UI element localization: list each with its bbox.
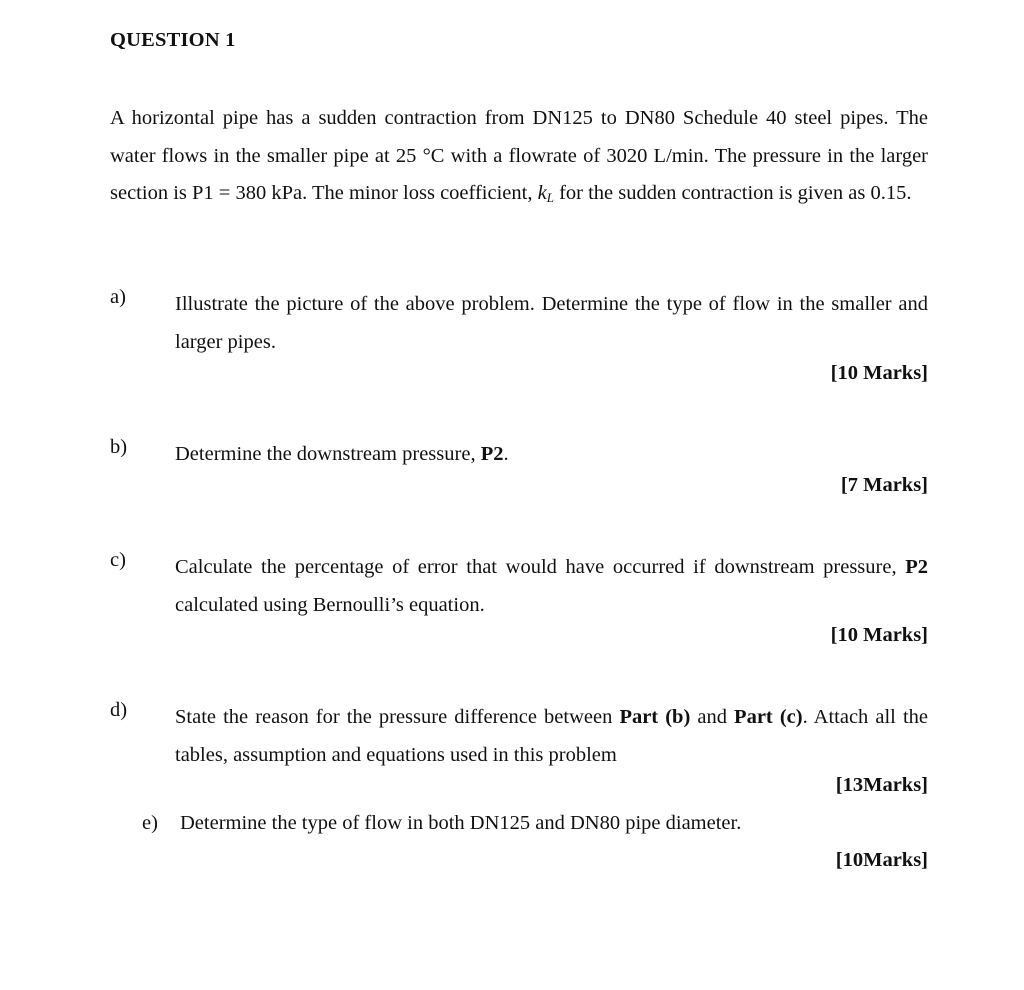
question-d-text: State the reason for the pressure difference between Part (b) and Part (c). Attach all the tables, assumption and equations used in this problem	[175, 706, 928, 766]
question-e-label: e)	[142, 812, 158, 834]
question-d-label: d)	[110, 699, 128, 721]
loss-coefficient-symbol: $k_L$	[537, 182, 554, 205]
question-a-text: Illustrate the picture of the above problem. Determine the type of flow in the smaller and larger pipes.	[175, 293, 928, 353]
question-a-marks: [10 Marks]	[830, 362, 928, 384]
question-c-marks: [10 Marks]	[830, 624, 928, 646]
page-title: QUESTION 1	[110, 29, 236, 51]
question-d-marks: [13Marks]	[835, 774, 928, 796]
question-e-text: Determine the type of flow in both DN125 and DN80 pipe diameter.	[180, 812, 742, 834]
question-b-label: b)	[110, 436, 128, 458]
question-b-text: Determine the downstream pressure, P2.	[175, 443, 509, 465]
problem-text-part2: for the sudden contraction is given as 0.15.	[553, 182, 912, 204]
problem-statement	[110, 100, 928, 217]
question-e-marks: [10Marks]	[835, 849, 928, 871]
question-c-text: Calculate the percentage of error that would have occurred if downstream pressure, P2 calculated using Bernoulli’s equation.	[175, 556, 928, 616]
problem-text-part1: A horizontal pipe has a sudden contraction from DN125 to DN80 Schedule 40 steel pipes. The water flows in the smaller pipe at 25 °C with a flowrate of 3020 L/min. The pressure in the larger section is P1 = 380 kPa. The minor loss coefficient,	[110, 107, 928, 204]
question-b-marks: [7 Marks]	[840, 474, 928, 496]
question-a-label: a)	[110, 286, 126, 308]
question-c-label: c)	[110, 549, 126, 571]
